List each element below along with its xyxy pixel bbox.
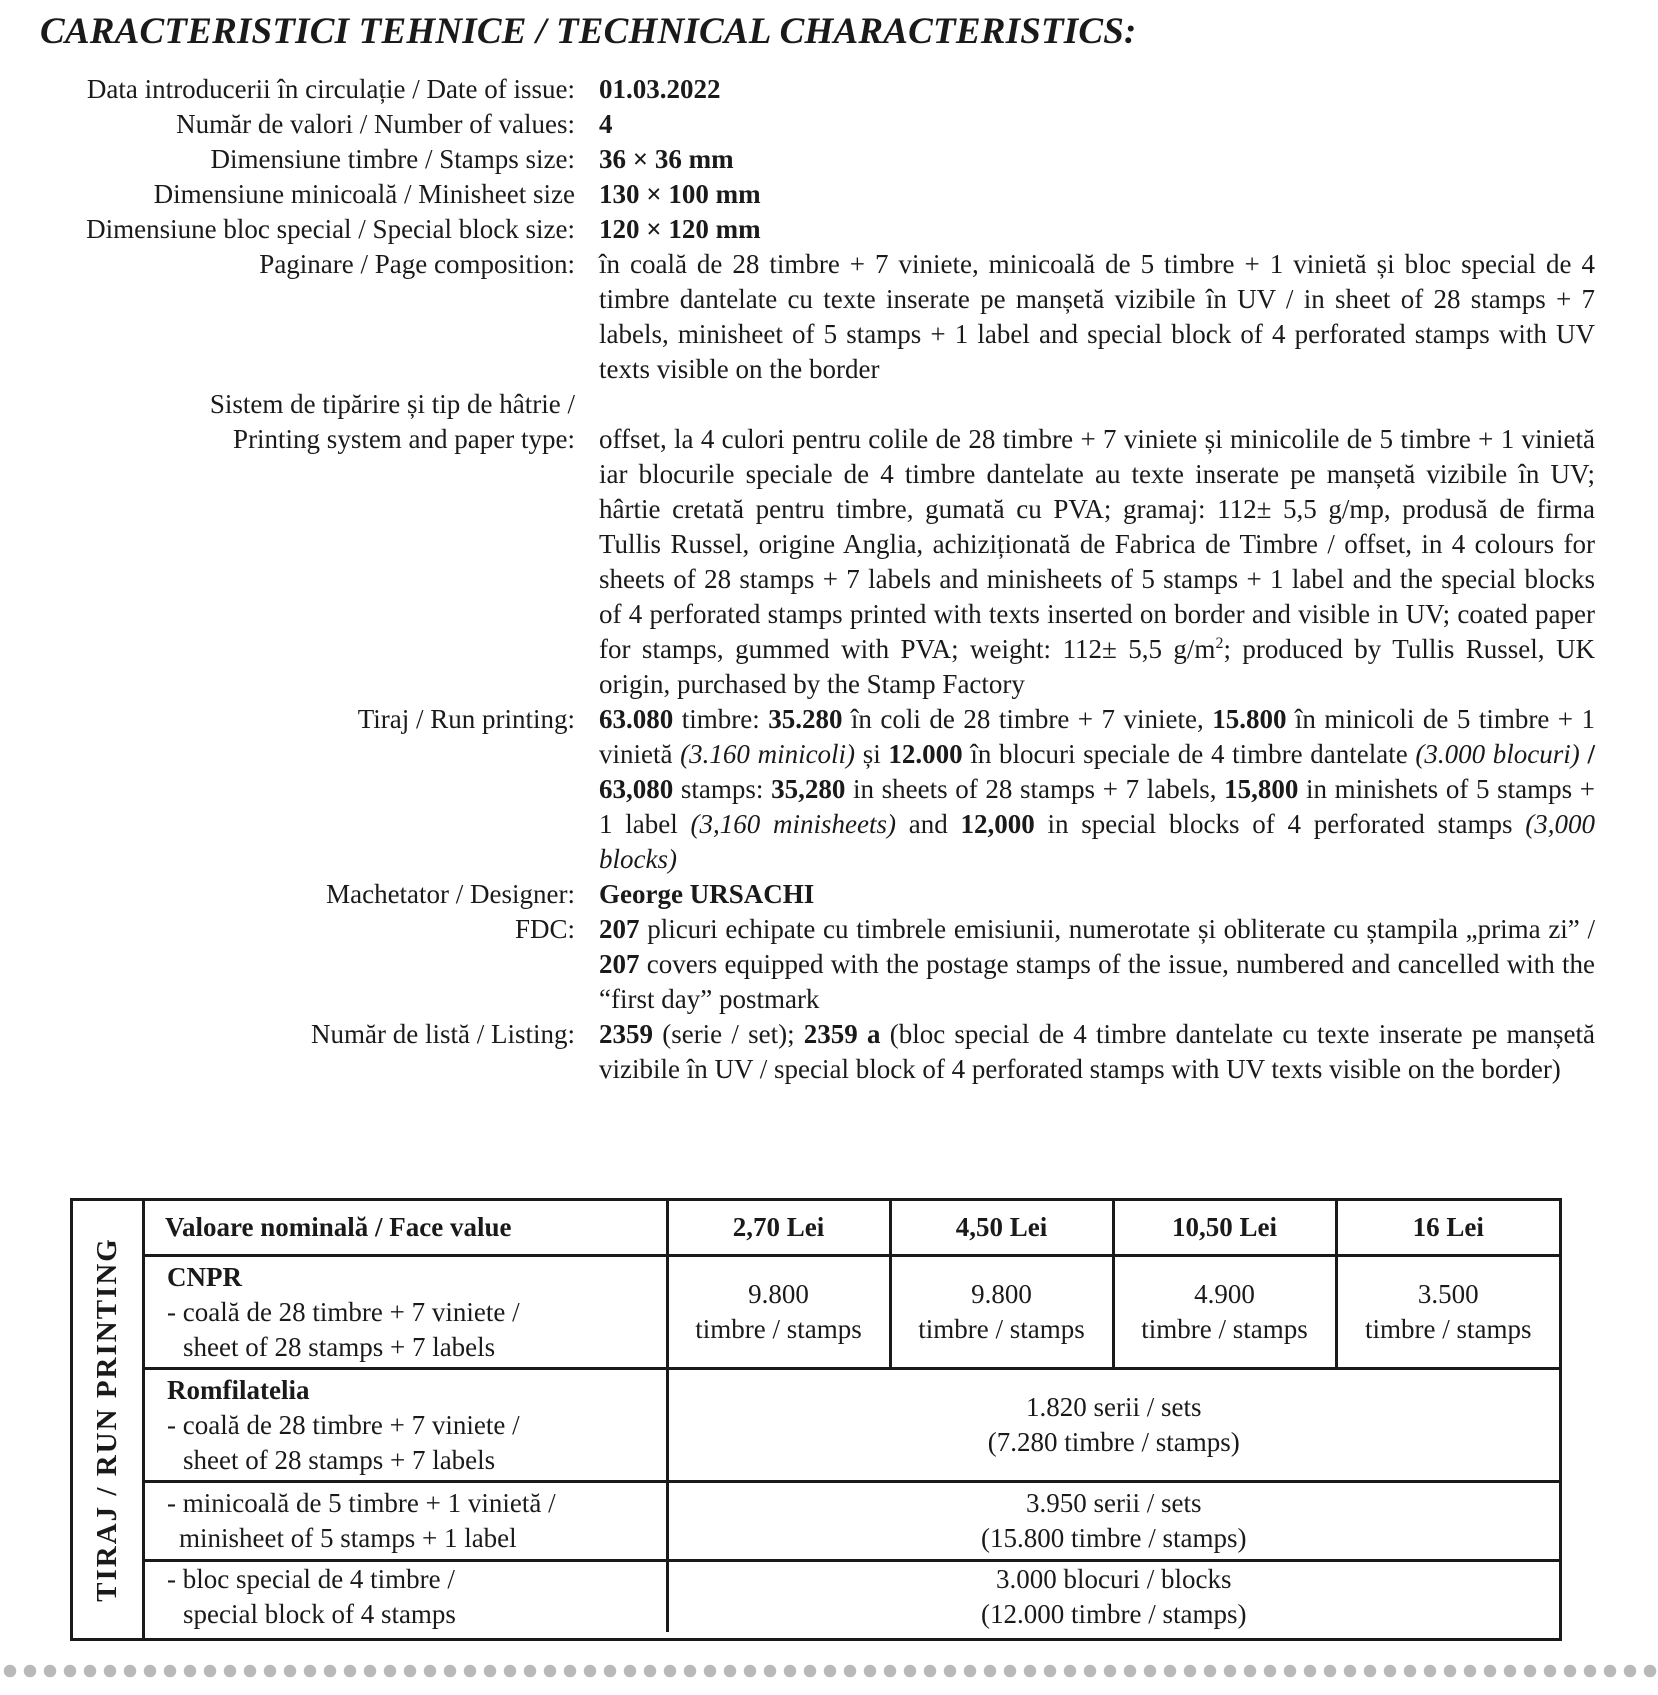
- header-value-1: 2,70 Lei: [667, 1201, 890, 1256]
- row-desc-romfilatelia: Romfilatelia - coală de 28 timbre + 7 viniete / sheet of 28 stamps + 7 labels: [145, 1369, 667, 1482]
- spec-value: în coală de 28 timbre + 7 viniete, minicoală de 5 timbre + 1 vinietă și bloc special de 4 timbre dantelate cu texte inserate pe manșetă vizibile în UV / in sheet of 28 stamps + 7 labels, minisheet of 5 stamps + 1 label and special block of 4 perforated stamps with UV texts visible on the border: [599, 249, 1595, 384]
- spec-label: Data introducerii în circulație / Date of issue:: [86, 74, 575, 104]
- spec-label: Număr de listă / Listing:: [311, 1019, 575, 1049]
- spec-value: 130 × 100 mm: [599, 179, 761, 209]
- spec-label: Tiraj / Run printing:: [357, 704, 575, 734]
- spec-label: Sistem de tipărire și tip de hâtrie /: [209, 389, 575, 419]
- cnpr-value-3: 4.900 timbre / stamps: [1113, 1256, 1336, 1369]
- spec-row-page-composition: [40, 247, 1595, 387]
- row-desc-block: - bloc special de 4 timbre / special block of 4 stamps: [145, 1561, 667, 1633]
- cnpr-value-2: 9.800 timbre / stamps: [890, 1256, 1113, 1369]
- spec-label: Dimensiune bloc special / Special block size:: [86, 214, 575, 244]
- table-row-cnpr: [145, 1256, 1559, 1369]
- table-row-minisheet: [145, 1482, 1559, 1561]
- spec-label: Număr de valori / Number of values:: [176, 109, 575, 139]
- run-printing-side-label: [73, 1201, 145, 1638]
- header-value-4: 16 Lei: [1336, 1201, 1559, 1256]
- cnpr-value-4: 3.500 timbre / stamps: [1336, 1256, 1559, 1369]
- spec-row-fdc: [40, 912, 1595, 1017]
- romfilatelia-value: 1.820 serii / sets (7.280 timbre / stamps): [667, 1369, 1559, 1482]
- spec-row-stamp-size: [40, 142, 1595, 177]
- spec-row-run-printing: [40, 702, 1595, 877]
- spec-row-block-size: [40, 212, 1595, 247]
- page-title: CARACTERISTICI TEHNICE / TECHNICAL CHARACTERISTICS:: [40, 11, 1137, 52]
- spec-label: Machetator / Designer:: [326, 879, 575, 909]
- spec-row-listing: [40, 1017, 1595, 1087]
- header-value-2: 4,50 Lei: [890, 1201, 1113, 1256]
- minisheet-value: 3.950 serii / sets (15.800 timbre / stamps): [667, 1482, 1559, 1561]
- spec-label: Paginare / Page composition:: [259, 249, 575, 279]
- header-value-3: 10,50 Lei: [1113, 1201, 1336, 1256]
- spec-value: 4: [599, 109, 613, 139]
- block-value: 3.000 blocuri / blocks (12.000 timbre / stamps): [667, 1561, 1559, 1633]
- spec-value: 2359 (serie / set); 2359 a (bloc special de 4 timbre dantelate cu texte inserate pe manșetă vizibile în UV / special block of 4 perforated stamps with UV texts visible on the border): [599, 1019, 1596, 1084]
- header-face-value: Valoare nominală / Face value: [145, 1201, 667, 1256]
- row-desc-minisheet: - minicoală de 5 timbre + 1 vinietă / minisheet of 5 stamps + 1 label: [145, 1482, 667, 1561]
- specs-list: [40, 72, 1595, 1087]
- spec-row-designer: [40, 877, 1595, 912]
- spec-value: offset, la 4 culori pentru colile de 28 timbre + 7 viniete și minicolile de 5 timbre + 1 vinietă iar blocurile speciale de 4 timbre dantelate au texte inserate pe manșetă vizibile în UV; hârtie cretată pentru timbre, gumată cu PVA; gramaj: 112± 5,5 g/mp, produsă de firma Tullis Russel, origine Anglia, achiziționată de Fabrica de Timbre / offset, in 4 colours for sheets of 28 stamps + 7 labels and minisheets of 5 stamps + 1 label and the special blocks of 4 perforated stamps printed with texts inserted on border and visible in UV; coated paper for stamps, gummed with PVA; weight: 112± 5,5 $g/m^2$; produced by Tullis Russel, UK origin, purchased by the Stamp Factory: [599, 424, 1595, 699]
- spec-label: Printing system and paper type:: [233, 424, 575, 454]
- spec-value: 120 × 120 mm: [599, 214, 761, 244]
- side-label-text: TIRAJ / RUN PRINTING: [91, 1237, 124, 1602]
- run-printing-table: [70, 1198, 1562, 1641]
- spec-row-minisheet-size: [40, 177, 1595, 212]
- run-printing-grid: [145, 1201, 1559, 1632]
- spec-label: FDC:: [514, 914, 575, 944]
- spec-value: 63.080 timbre: 35.280 în coli de 28 timbre + 7 viniete, 15.800 în minicoli de 5 timbre + 1 vinietă (3.160 minicoli) și 12.000 în blocuri speciale de 4 timbre dantelate (3.000 blocuri) / 63,080 stamps: 35,280 in sheets of 28 stamps + 7 labels, 15,800 in minishets of 5 stamps + 1 label (3,160 minisheets) and 12,000 in special blocks of 4 perforated stamps (3,000 blocks): [599, 704, 1596, 874]
- table-row-block: [145, 1561, 1559, 1633]
- cnpr-value-1: 9.800 timbre / stamps: [667, 1256, 890, 1369]
- spec-value: 207 plicuri echipate cu timbrele emisiunii, numerotate și obliterate cu ștampila „prima zi” / 207 covers equipped with the postage stamps of the issue, numbered and cancelled with the “first day” postmark: [599, 914, 1595, 1014]
- spec-row-printing: [40, 422, 1595, 702]
- dotted-divider: [0, 1664, 1658, 1678]
- spec-row-values: [40, 107, 1595, 142]
- table-row-romfilatelia: [145, 1369, 1559, 1482]
- spec-value: 36 × 36 mm: [599, 144, 734, 174]
- spec-row-printing-label-1: [40, 387, 1595, 422]
- spec-value: George URSACHI: [599, 879, 815, 909]
- spec-label: Dimensiune timbre / Stamps size:: [210, 144, 575, 174]
- spec-label: Dimensiune minicoală / Minisheet size: [153, 179, 575, 209]
- spec-value: 01.03.2022: [599, 74, 721, 104]
- table-header-row: [145, 1201, 1559, 1256]
- row-desc-cnpr: CNPR - coală de 28 timbre + 7 viniete / sheet of 28 stamps + 7 labels: [145, 1256, 667, 1369]
- spec-row-date: [40, 72, 1595, 107]
